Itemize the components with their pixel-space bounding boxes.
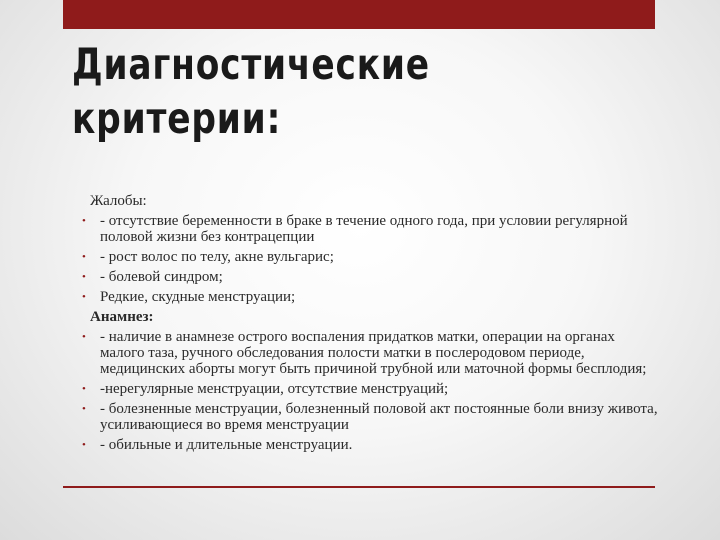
- top-accent-bar: [63, 0, 655, 29]
- list-item: [82, 381, 662, 397]
- list-item: [82, 401, 662, 433]
- list-item: [82, 213, 662, 245]
- list-item: [82, 269, 662, 285]
- list-item-text: - обильные и длительные менструации.: [100, 437, 353, 453]
- list-item: [82, 249, 662, 265]
- bullet-icon: •: [82, 383, 86, 395]
- list-item: [82, 329, 662, 377]
- list-item-text: - болезненные менструации, болезненный половой акт постоянные боли внизу живота, усиливающиеся во время менструации: [100, 401, 658, 433]
- list-item-text: - болевой синдром;: [100, 269, 223, 285]
- complaints-heading: Жалобы:: [90, 193, 147, 209]
- bottom-divider: [63, 486, 655, 488]
- list-item: [82, 437, 662, 453]
- slide-content: [82, 193, 662, 457]
- slide-title-line1: Диагностические: [72, 40, 430, 90]
- list-item-text: -нерегулярные менструации, отсутствие менструаций;: [100, 381, 449, 397]
- slide-title-line2: критерии:: [72, 94, 282, 144]
- bullet-icon: •: [82, 271, 86, 283]
- list-item-text: Редкие, скудные менструации;: [100, 289, 296, 305]
- bullet-icon: •: [82, 439, 86, 451]
- bullet-icon: •: [82, 331, 86, 343]
- list-item-text: - отсутствие беременности в браке в течение одного года, при условии регулярной половой жизни без контрацепции: [100, 213, 628, 245]
- slide-title: [72, 38, 520, 146]
- bullet-icon: •: [82, 251, 86, 263]
- bullet-icon: •: [82, 215, 86, 227]
- bullet-icon: •: [82, 403, 86, 415]
- bullet-icon: •: [82, 291, 86, 303]
- list-item: [82, 289, 662, 305]
- list-item-text: - рост волос по телу, акне вульгарис;: [100, 249, 334, 265]
- list-item-text: - наличие в анамнезе острого воспаления придатков матки, операции на органах малого таза, ручного обследования полости матки в послеродовом периоде, медицинских аборты могут быть причиной трубной или маточной формы бесплодия;: [100, 329, 647, 377]
- anamnesis-heading: Анамнез:: [90, 309, 154, 325]
